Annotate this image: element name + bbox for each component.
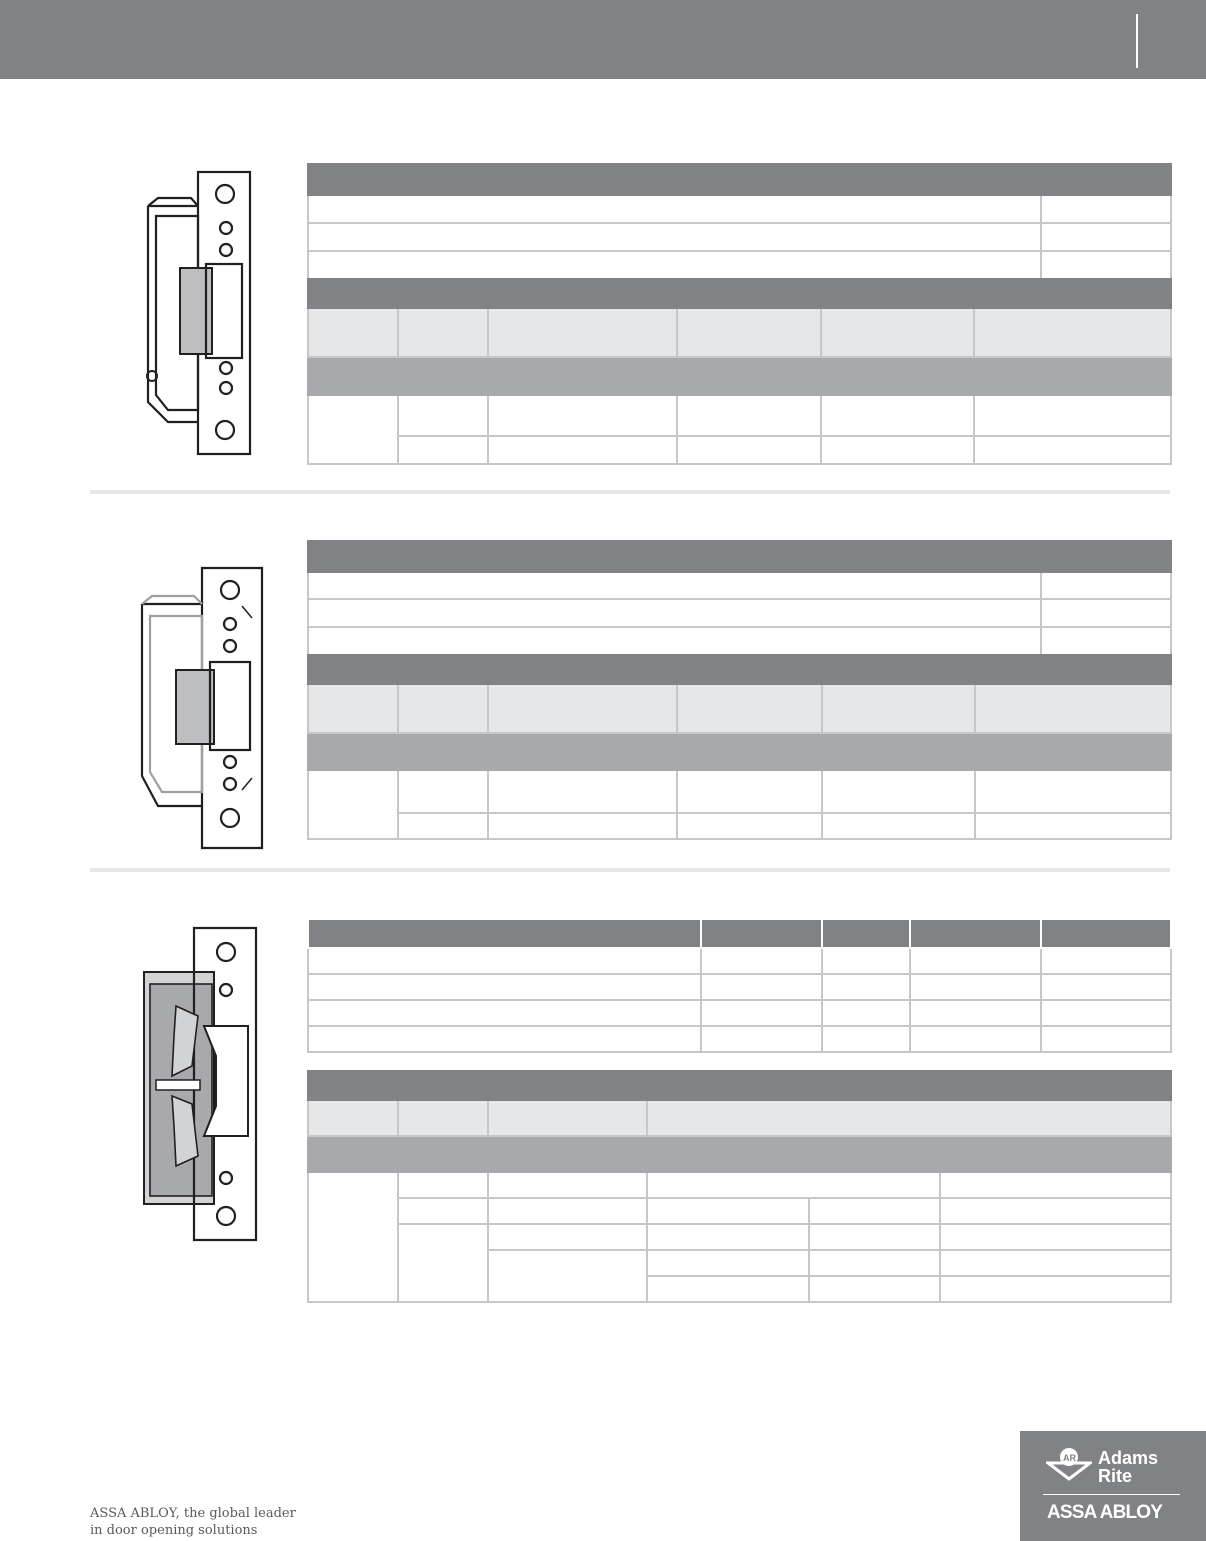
- logo-group-name: ASSA ABLOY: [1047, 1502, 1163, 1523]
- header-bar: [0, 0, 1206, 79]
- table-row: [308, 436, 1171, 464]
- table-row: [308, 1000, 1171, 1026]
- table-row: [308, 1224, 1171, 1250]
- column-headers: [308, 684, 1171, 733]
- table-row: [308, 627, 1171, 655]
- column-headers: [308, 919, 1171, 948]
- spec-table-1: [307, 163, 1172, 280]
- electric-strike-keeper-icon: [136, 926, 260, 1244]
- tagline-line-1: ASSA ABLOY, the global leader: [90, 1506, 296, 1521]
- table-row: [308, 770, 1171, 813]
- logo-brand-name: [1098, 1449, 1158, 1485]
- ordering-table-1: [307, 278, 1172, 465]
- column-headers: [308, 1100, 1171, 1136]
- footer-tagline: [90, 1505, 296, 1539]
- ordering-table-2: [307, 654, 1172, 840]
- spec-table-2: [307, 540, 1172, 656]
- tagline-line-2: in door opening solutions: [90, 1523, 258, 1538]
- logo-divider: [1043, 1494, 1180, 1495]
- adams-rite-mark-icon: [1046, 1447, 1092, 1481]
- logo-brand-line-1: Adams: [1098, 1448, 1159, 1468]
- table-row: [308, 395, 1171, 436]
- ordering-table-3: [307, 1070, 1172, 1303]
- table-row: [308, 572, 1171, 599]
- table-row: [308, 1172, 1171, 1198]
- electric-strike-icon: [136, 566, 264, 850]
- table-row: [308, 813, 1171, 839]
- table-row: [308, 195, 1171, 223]
- table-row: [308, 948, 1171, 974]
- header-divider: [1136, 14, 1138, 68]
- logo-brand-line-2: Rite: [1098, 1466, 1133, 1486]
- table-row: [308, 599, 1171, 627]
- table-row: [308, 1026, 1171, 1052]
- electric-strike-icon: [136, 170, 256, 458]
- table-row: [308, 1198, 1171, 1224]
- section-divider: [90, 490, 1170, 494]
- brand-logo: [1020, 1431, 1206, 1541]
- section-divider: [90, 868, 1170, 872]
- column-headers: [308, 308, 1171, 357]
- table-row: [308, 974, 1171, 1000]
- table-row: [308, 251, 1171, 279]
- table-row: [308, 223, 1171, 251]
- svg-text:AR: AR: [1063, 1453, 1076, 1463]
- spec-table-3: [307, 918, 1172, 1053]
